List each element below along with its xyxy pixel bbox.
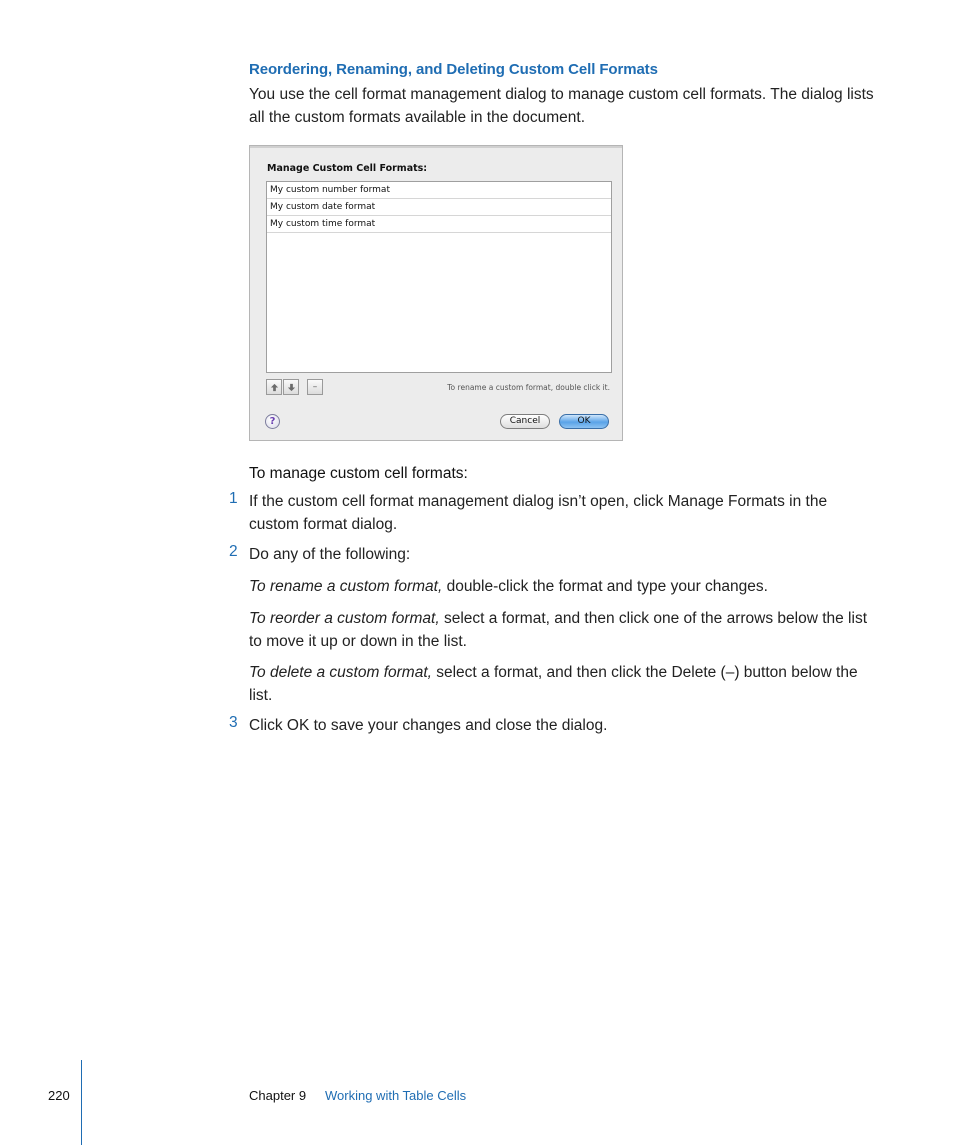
down-arrow-icon [287, 383, 296, 392]
move-down-button[interactable] [283, 379, 299, 395]
footer-chapter-title: Working with Table Cells [325, 1088, 467, 1103]
list-item[interactable]: My custom date format [267, 199, 611, 216]
dialog-title: Manage Custom Cell Formats: [267, 163, 428, 174]
step-text: Click OK to save your changes and close the dialog. [249, 717, 608, 734]
delete-format-button[interactable]: – [307, 379, 323, 395]
rename-body: double-click the format and type your changes. [442, 578, 768, 595]
list-item[interactable]: My custom time format [267, 216, 611, 233]
step-number: 2 [229, 543, 238, 560]
reorder-lead: To reorder a custom format, [249, 610, 440, 627]
cancel-button[interactable]: Cancel [500, 414, 550, 429]
list-item[interactable]: My custom number format [267, 182, 611, 199]
reorder-body: select a format, and then click one of the arrows below the list to move it up or down in the list. [249, 610, 867, 650]
reorder-instruction [249, 607, 879, 653]
format-list[interactable] [266, 181, 612, 373]
delete-body: select a format, and then click the Delete (–) button below the list. [249, 664, 858, 704]
move-up-button[interactable] [266, 379, 282, 395]
help-button[interactable]: ? [265, 414, 280, 429]
step-number: 3 [229, 714, 238, 731]
intro-paragraph: You use the cell format management dialog to manage custom cell formats. The dialog lists all the custom formats available in the document. [249, 86, 874, 126]
step-text: Do any of the following: [249, 546, 411, 563]
rename-hint: To rename a custom format, double click it. [447, 383, 610, 392]
ok-button[interactable]: OK [559, 414, 609, 429]
delete-lead: To delete a custom format, [249, 664, 432, 681]
manage-formats-dialog-screenshot [249, 145, 623, 441]
step-text: If the custom cell format management dialog isn’t open, click Manage Formats in the custom format dialog. [249, 493, 828, 533]
up-arrow-icon [270, 383, 279, 392]
footer-chapter: Chapter 9 [249, 1088, 307, 1103]
step-number: 1 [229, 490, 238, 507]
footer-divider [81, 1060, 82, 1145]
delete-instruction [249, 661, 879, 707]
section-heading: Reordering, Renaming, and Deleting Custom Cell Formats [249, 61, 658, 78]
rename-lead: To rename a custom format, [249, 578, 443, 595]
page-number: 220 [48, 1088, 70, 1103]
rename-instruction [249, 575, 879, 598]
procedure-title: To manage custom cell formats: [249, 465, 468, 482]
